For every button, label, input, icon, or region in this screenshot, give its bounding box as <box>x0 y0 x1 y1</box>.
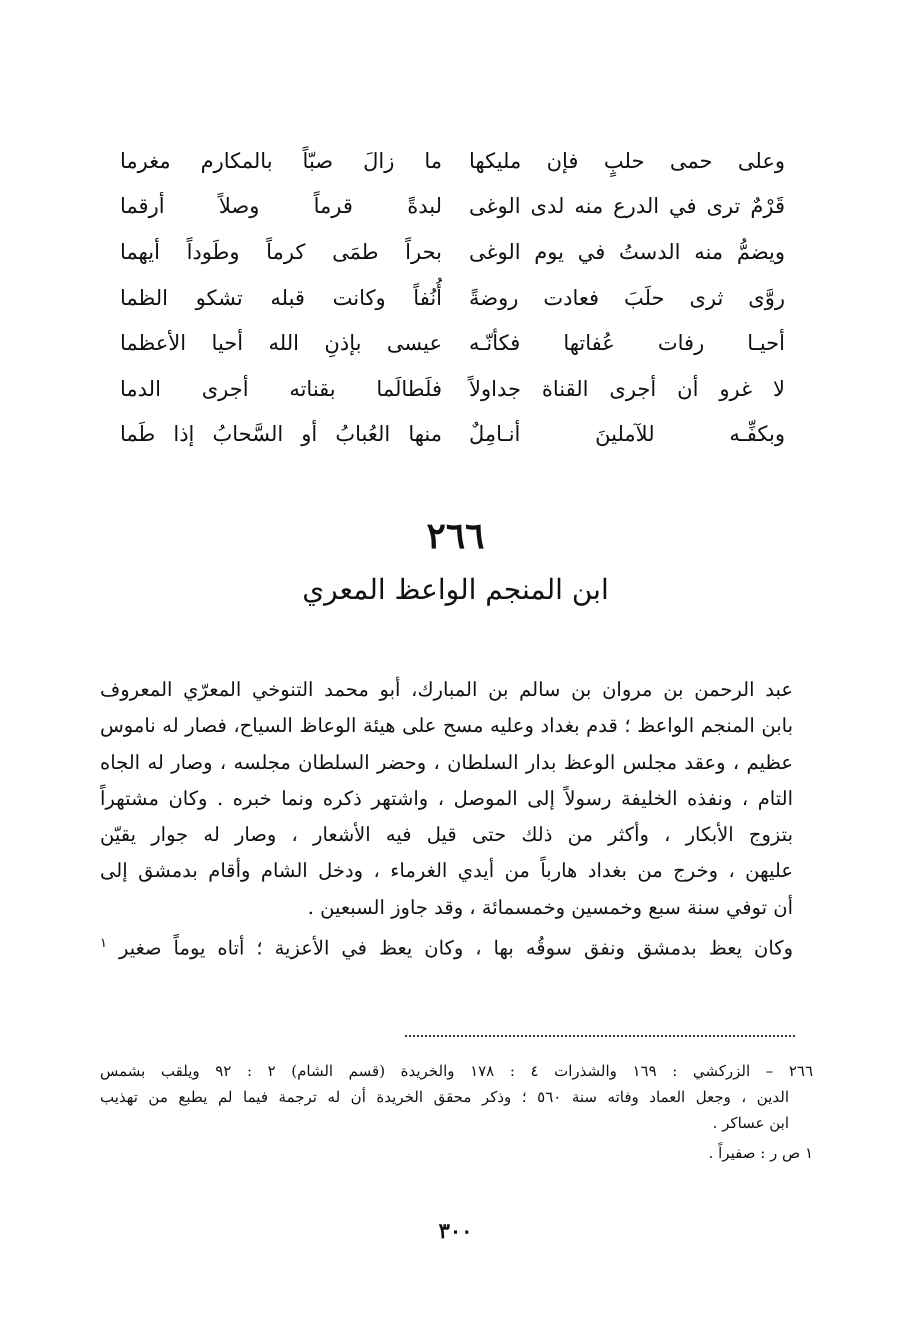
text-line: عليهن ، وخرج من بغداد هارباً من أيدي الغرماء ، ودخل الشام وأقام بدمشق إلى <box>100 859 793 883</box>
text-line: أن توفي سنة سبع وخمسين وخمسمائة ، وقد جاوز السبعين . <box>307 895 793 919</box>
footnote-line: الدين ، وجعل العماد وفاته سنة ٥٦٠ ؛ وذكر محقق الخريدة أن له ترجمة فيما لم يطبع من تهذيب <box>100 1088 789 1106</box>
poem-verse <box>120 184 785 230</box>
text-line: بتزوج الأبكار ، وأكثر من ذلك حتى قيل فيه الأشعار ، وصار له جوار يقيّن <box>100 823 793 847</box>
footnote-ref: ١ <box>100 936 107 952</box>
footnotes <box>100 1058 813 1166</box>
verse-first-hemistich: وبكفِّـه للآملينَ أنـامِلٌ <box>469 422 785 447</box>
footnote-line: ٢٦٦ – الزركشي : ١٦٩ والشذرات ٤ : ١٧٨ والخريدة (قسم الشام) ٢ : ٩٢ ويلقب بشمس <box>100 1062 814 1080</box>
footnote-divider <box>405 1035 795 1037</box>
verse-second-hemistich: أُنُفاً وكانت قبله تشكو الظما <box>120 285 442 310</box>
page-number: ٣٠٠ <box>438 1218 473 1243</box>
verse-second-hemistich: فلَطالَما بقناته أجرى الدما <box>120 376 442 401</box>
footnote: ١ ص ر : صفيراً . <box>708 1144 813 1162</box>
paragraph-text: وكان يعظ بدمشق ونفق سوقُه بها ، وكان يعظ في الأعزية ؛ أتاه يوماً صغير <box>118 936 793 960</box>
footnote-line: ابن عساكر . <box>712 1114 789 1132</box>
verse-first-hemistich: ويضمُّ منه الدستُ في يوم الوغى <box>469 239 785 264</box>
verse-first-hemistich: روَّى ثرى حلَبَ فعادت روضةً <box>469 285 785 310</box>
verse-second-hemistich: عيسى بإذنِ الله أحيا الأعظما <box>120 331 442 356</box>
verse-first-hemistich: أحيـا رفات عُفاتها فكأنّـه <box>469 331 785 356</box>
poem <box>120 138 785 457</box>
paragraph <box>100 926 813 967</box>
text-line: التام ، ونفذه الخليفة رسولاً إلى الموصل ، واشتهر ذكره ونما خبره . وكان مشتهراً <box>100 786 793 810</box>
footnote <box>100 1058 813 1136</box>
poem-verse <box>120 138 785 184</box>
verse-first-hemistich: لا غرو أن أجرى القناة جداولاً <box>469 376 785 401</box>
text-line: عبد الرحمن بن مروان بن سالم بن المبارك، أبو محمد التنوخي المعرّي المعروف <box>100 678 793 701</box>
text-line: عظيم ، وعقد مجلس الوعظ بدار السلطان ، وحضر السلطان مجلسه ، وصار له الجاه <box>100 750 793 774</box>
poem-verse <box>120 275 785 321</box>
poem-verse <box>120 320 785 366</box>
verse-second-hemistich: لبدةً قرماً وصلاً أرقما <box>120 194 442 219</box>
verse-second-hemistich: منها العُبابُ أو السَّحابُ إذا طَما <box>120 422 442 447</box>
verse-second-hemistich: ما زالَ صبّاً بالمكارم مغرما <box>120 148 442 173</box>
verse-first-hemistich: وعلى حمى حلبٍ فإن مليكها <box>469 148 785 173</box>
paragraph <box>100 672 813 926</box>
text-line <box>100 926 813 967</box>
verse-second-hemistich: بحراً طمَى كرماً وطَوداً أيهما <box>120 239 442 264</box>
poem-verse <box>120 412 785 458</box>
entry-title: ابن المنجم الواعظ المعري <box>302 573 609 606</box>
text-line: بابن المنجم الواعظ ؛ قدم بغداد وعليه مسح على هيئة الوعاظ السياح، فصار له ناموس <box>100 714 793 738</box>
verse-first-hemistich: قَرْمٌ ترى في الدرع منه لدى الوغى <box>469 194 785 219</box>
poem-verse <box>120 229 785 275</box>
poem-verse <box>120 366 785 412</box>
biography-text <box>100 672 813 967</box>
entry-number: ٢٦٦ <box>426 515 485 557</box>
